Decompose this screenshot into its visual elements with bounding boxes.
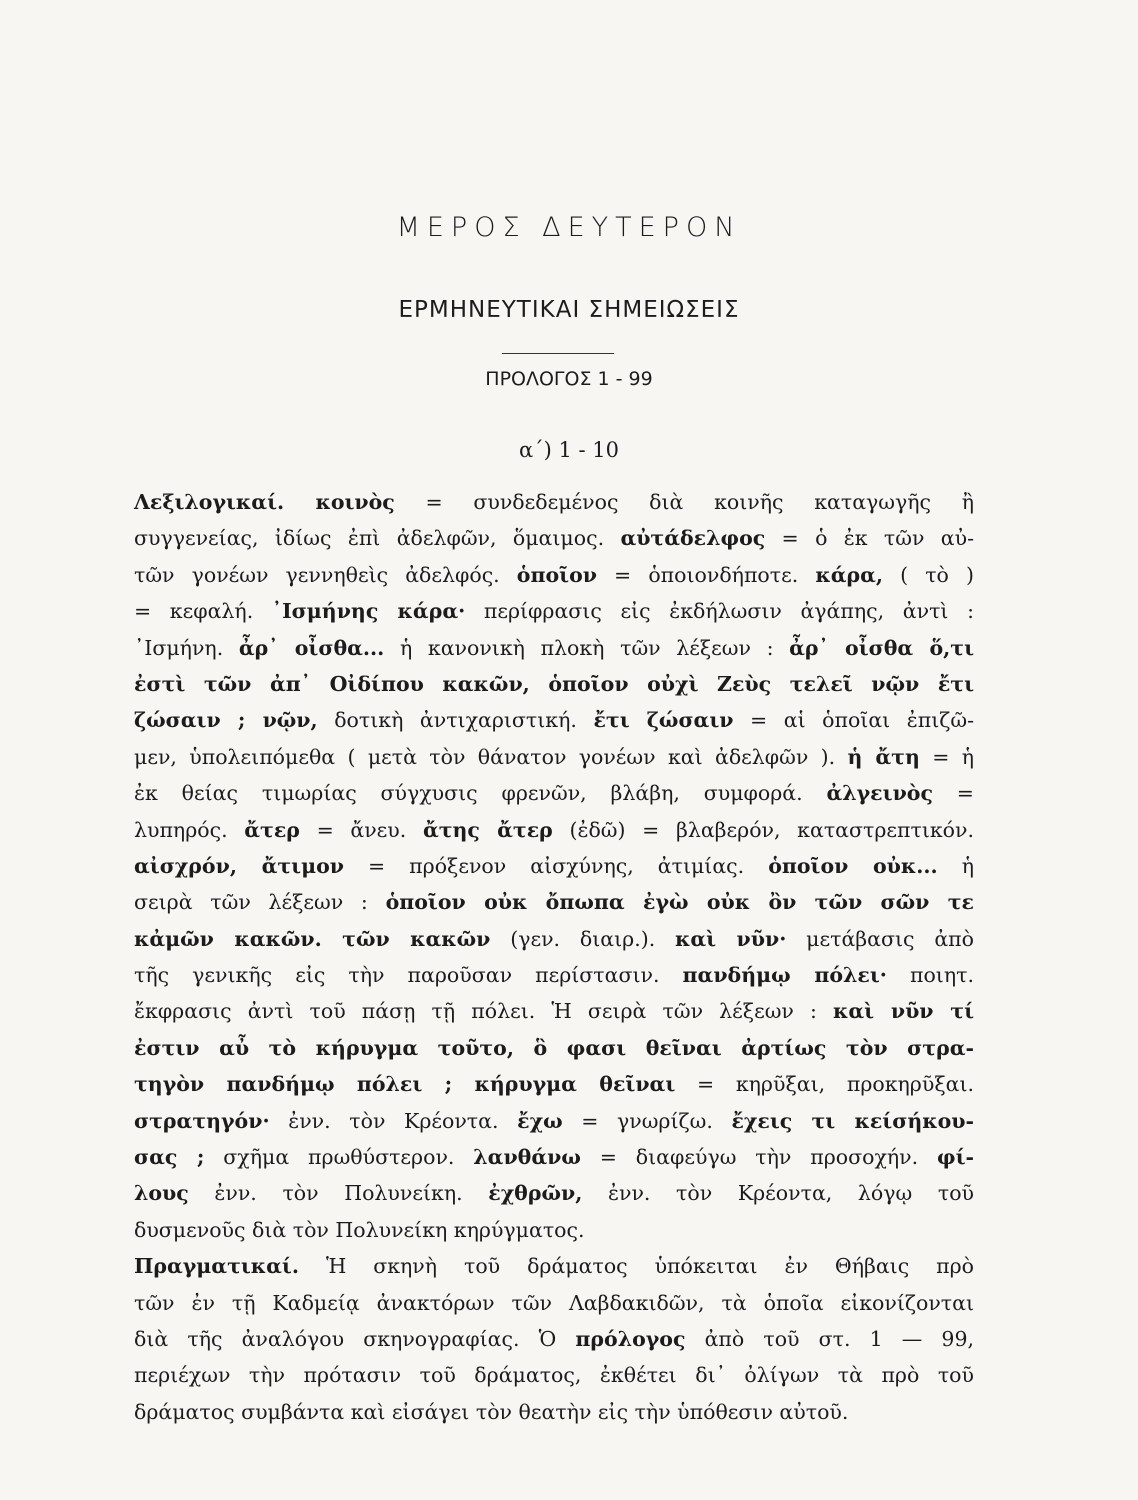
text-line (134, 1139, 974, 1175)
line-text: ἡ (937, 853, 974, 878)
bold-term: ὁποῖον οὐκ ὄπωπα ἐγὼ οὐκ ὂν τῶν σῶν τε (385, 890, 975, 915)
line-text: ἀπὸ τοῦ στ. 1 — 99, (685, 1326, 974, 1351)
bold-term: ἀλγεινὸς (826, 781, 933, 806)
bold-term: ὁποῖον (516, 562, 597, 587)
bold-term: στρατηγόν· (134, 1108, 270, 1133)
line-text: ἐνν. τὸν Κρέοντα. (269, 1108, 518, 1133)
bold-term: Λεξιλογικαί. κοινὸς (134, 490, 395, 514)
bold-term: σας ; (134, 1145, 205, 1170)
line-text: δοτικὴ ἀντιχαριστική. (317, 708, 594, 733)
text-line (134, 1066, 974, 1102)
bold-term: φί- (937, 1145, 974, 1170)
bold-term: ἔχω (517, 1108, 563, 1133)
line-text: (ἐδῶ) = βλαβερόν, καταστρεπτικόν. (552, 817, 974, 842)
line-text: τῆς γενικῆς εἰς τὴν παροῦσαν περίστασιν. (134, 963, 683, 988)
text-line (134, 1321, 974, 1357)
bold-term: ἆρ᾿ οἶσθα ὅ,τι (789, 635, 974, 660)
line-text: Ἡ σκηνὴ τοῦ δράματος ὑπόκειται ἐν Θήβαις πρὸ (299, 1254, 974, 1279)
line-text: ἐκ θείας τιμωρίας σύγχυσις φρενῶν, βλάβη, συμφορά. (134, 781, 827, 806)
text-line (134, 520, 974, 556)
text-line (134, 1357, 974, 1393)
text-line (134, 1030, 974, 1066)
bold-term: πανδήμῳ πόλει· (682, 963, 887, 988)
text-line (134, 775, 974, 811)
line-text: ᾿Ισμήνη. (134, 635, 239, 660)
line-text: μεν, ὑπολειπόμεθα ( μετὰ τὸν θάνατον γονέων καὶ ἀδελφῶν ). (134, 744, 848, 769)
section-title: ΕΡΜΗΝΕΥΤΙΚΑΙ ΣΗΜΕΙΩΣΕΙΣ (398, 297, 740, 323)
line-text: ποιητ. (886, 963, 974, 988)
bold-term: ἄτης ἄτερ (422, 817, 553, 842)
line-text: τῶν γονέων γεννηθεὶς ἀδελφός. (134, 562, 517, 587)
bold-term: τηγὸν πανδήμῳ πόλει ; κήρυγμα θεῖναι (134, 1072, 676, 1097)
line-text: διὰ τῆς ἀναλόγου σκηνογραφίας. Ὁ (134, 1326, 576, 1351)
divider-rule (502, 353, 614, 354)
text-line (134, 993, 974, 1029)
prologue-heading: ΠΡΟΛΟΓΟΣ 1 - 99 (485, 368, 653, 390)
bold-term: αὐτάδελφος (620, 526, 766, 551)
line-text: περίφρασις εἰς ἐκδήλωσιν ἀγάπης, ἀντὶ : (465, 599, 974, 624)
text-line (134, 557, 974, 593)
line-text: (γεν. διαιρ.). (490, 926, 676, 951)
line-text: = ὁ ἐκ τῶν αὐ- (765, 526, 975, 551)
line-text: ἐνν. τὸν Πολυνείκη. (188, 1181, 489, 1206)
bold-term: ἄτερ (244, 817, 300, 842)
text-line (134, 1394, 974, 1430)
line-text: ἔκφρασις ἀντὶ τοῦ πάσῃ τῇ πόλει. Ἡ σειρὰ τῶν λέξεων : (134, 999, 834, 1024)
line-text: = πρόξενον αἰσχύνης, ἀτιμίας. (343, 853, 769, 878)
bold-term: καὶ νῦν· (675, 926, 787, 951)
line-text: δράματος συμβάντα καὶ εἰσάγει τὸν θεατὴν εἰς τὴν ὑπόθεσιν αὐτοῦ. (134, 1399, 849, 1424)
part-heading: ΜΕΡΟΣ ΔΕΥΤΕΡΟΝ (396, 212, 742, 243)
bold-term: ἐχθρῶν, (488, 1181, 583, 1206)
line-text: = γνωρίζω. (562, 1108, 732, 1133)
text-line (134, 812, 974, 848)
bold-term: ἐστὶ τῶν ἀπ᾿ Οἰδίπου κακῶν, ὁποῖον οὐχὶ Ζεὺς τελεῖ νῷν ἔτι (134, 671, 974, 696)
bold-term: ἔτι ζώσαιν (593, 708, 734, 733)
line-text: τῶν ἐν τῇ Καδμείᾳ ἀνακτόρων τῶν Λαβδακιδῶν, τὰ ὁποῖα εἰκονίζονται (134, 1290, 974, 1315)
line-text: = ἡ (919, 744, 974, 769)
line-text: = κηρῦξαι, προκηρῦξαι. (675, 1072, 975, 1097)
text-line (134, 1212, 974, 1248)
line-text: ( τὸ ) (883, 562, 974, 587)
text-line (134, 1285, 974, 1321)
line-text: = αἱ ὁποῖαι ἐπιζῶ- (733, 708, 975, 733)
text-line (134, 630, 974, 666)
bold-term: Πραγματικαί. (134, 1254, 299, 1279)
bold-term: αἰσχρόν, ἄτιμον (134, 853, 344, 878)
text-line (134, 666, 974, 702)
bold-term: κἀμῶν κακῶν. τῶν κακῶν (134, 926, 491, 951)
text-line (134, 484, 974, 520)
line-text: = (932, 781, 974, 806)
text-line (134, 1103, 974, 1139)
line-text: μετάβασις ἀπὸ (786, 926, 974, 951)
bold-term: ζώσαιν ; νῷν, (134, 708, 318, 733)
commentary-body (134, 484, 974, 1430)
line-text: περιέχων τὴν πρότασιν τοῦ δράματος, ἐκθέτει δι᾿ ὀλίγων τὰ πρὸ τοῦ (134, 1363, 974, 1388)
bold-term: ἆρ᾿ οἶσθα... (238, 635, 385, 660)
text-line (134, 739, 974, 775)
bold-term: ἔχεις τι κείσήκου- (731, 1108, 974, 1133)
line-text: = κεφαλή. (134, 599, 272, 624)
text-line (134, 702, 974, 738)
text-line (134, 1175, 974, 1211)
line-text: σειρὰ τῶν λέξεων : (134, 890, 386, 915)
text-line (134, 884, 974, 920)
bold-term: ᾿Ισμήνης κάρα· (271, 599, 466, 624)
line-text: ἐνν. τὸν Κρέοντα, λόγῳ τοῦ (582, 1181, 974, 1206)
line-text: = συνδεδεμένος διὰ κοινῆς καταγωγῆς ἢ (394, 490, 975, 514)
line-text: ἡ κανονικὴ πλοκὴ τῶν λέξεων : (384, 635, 790, 660)
text-line (134, 593, 974, 629)
subsection-heading: α΄) 1 - 10 (518, 438, 620, 462)
bold-term: κάρα, (815, 562, 884, 587)
text-line (134, 848, 974, 884)
bold-term: ἐστιν αὖ τὸ κήρυγμα τοῦτο, ὃ φασι θεῖναι ἀρτίως τὸν στρα- (134, 1035, 974, 1060)
line-text: = ἄνευ. (299, 817, 423, 842)
line-text: λυπηρός. (134, 817, 245, 842)
bold-term: ὁποῖον οὐκ... (768, 853, 938, 878)
bold-term: λανθάνω (473, 1145, 581, 1170)
line-text: σχῆμα πρωθύστερον. (204, 1145, 474, 1170)
text-line (134, 1248, 974, 1284)
line-text: = διαφεύγω τὴν προσοχήν. (580, 1145, 938, 1170)
line-text: = ὁποιονδήποτε. (596, 562, 816, 587)
text-line (134, 957, 974, 993)
bold-term: καὶ νῦν τί (833, 999, 974, 1024)
line-text: συγγενείας, ἰδίως ἐπὶ ἀδελφῶν, ὅμαιμος. (134, 526, 621, 551)
text-line (134, 921, 974, 957)
bold-term: ἡ ἄτη (847, 744, 920, 769)
line-text: δυσμενοῦς διὰ τὸν Πολυνείκη κηρύγματος. (134, 1217, 585, 1242)
bold-term: πρόλογος (575, 1326, 686, 1351)
bold-term: λους (134, 1181, 189, 1206)
